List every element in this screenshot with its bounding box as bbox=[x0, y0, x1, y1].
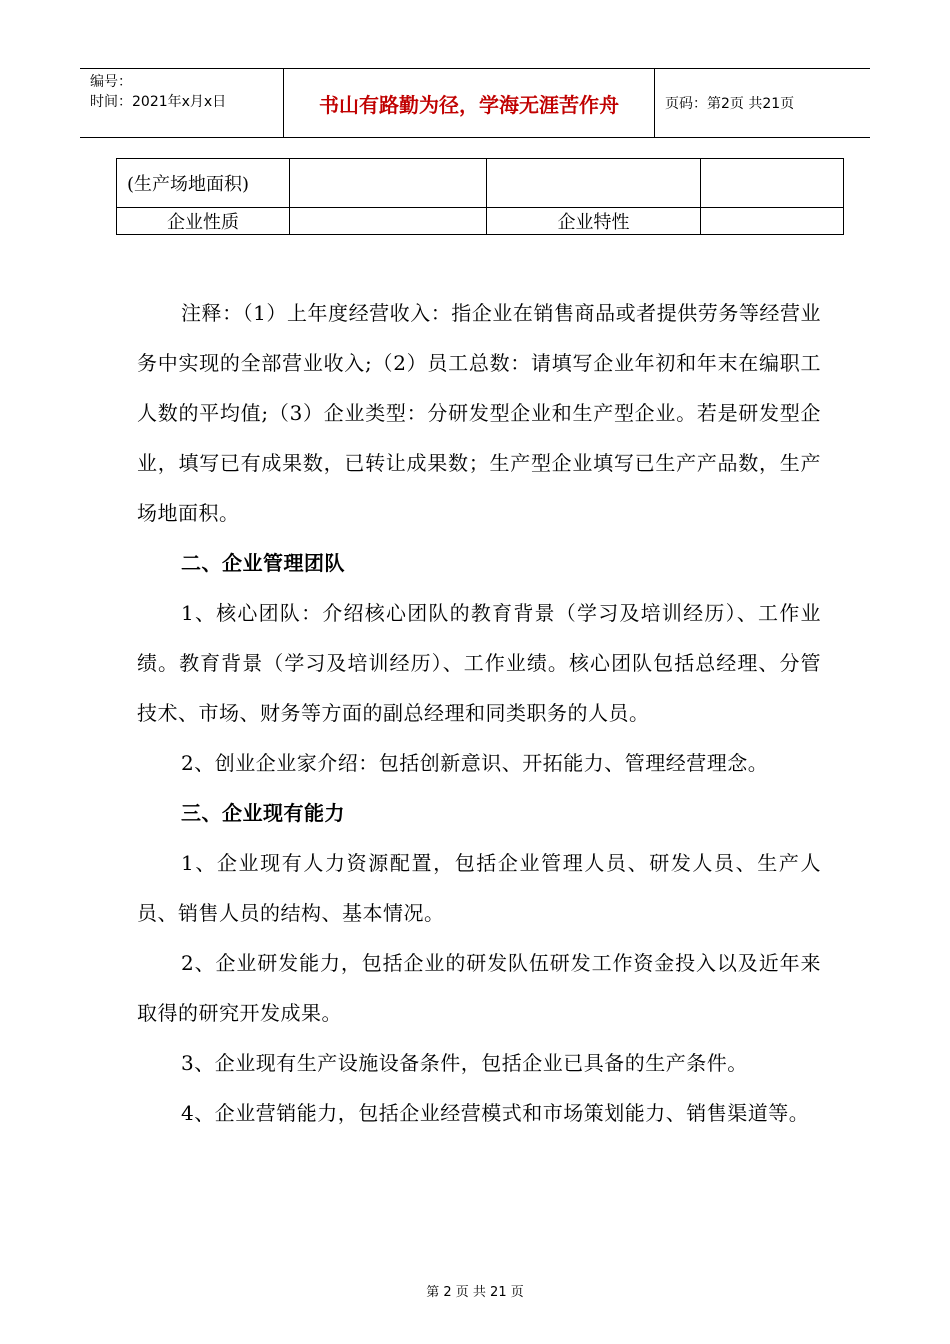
notes-paragraph: 注释：（1）上年度经营收入：指企业在销售商品或者提供劳务等经营业务中实现的全部营业收入;（2）员工总数：请填写企业年初和年末在编职工人数的平均值;（3）企业类型：分研发型企业和生产型企业。若是研发型企业，填写已有成果数，已转让成果数；生产型企业填写已生产产品数，生产场地面积。 bbox=[137, 301, 821, 525]
table-cell bbox=[290, 208, 487, 235]
table-row bbox=[117, 159, 844, 208]
body-paragraph: 1、核心团队：介绍核心团队的教育背景（学习及培训经历）、工作业绩。教育背景（学习及培训经历）、工作业绩。核心团队包括总经理、分管技术、市场、财务等方面的副总经理和同类职务的人员。 bbox=[137, 601, 821, 725]
body-content bbox=[137, 288, 821, 1138]
header-page-info: 页码：第2页 共21页 bbox=[665, 96, 795, 112]
body-paragraph: 1、企业现有人力资源配置，包括企业管理人员、研发人员、生产人员、销售人员的结构、基本情况。 bbox=[137, 851, 821, 925]
table-cell: (生产场地面积) bbox=[117, 159, 290, 208]
header-motto: 书山有路勤为径，学海无涯苦作舟 bbox=[284, 69, 655, 137]
document-number-label: 编号： bbox=[90, 74, 132, 90]
table-row bbox=[117, 208, 844, 235]
table-cell bbox=[701, 159, 844, 208]
page-footer: 第 2 页 共 21 页 bbox=[426, 1285, 524, 1300]
table-cell bbox=[487, 159, 701, 208]
body-paragraph: 2、企业研发能力，包括企业的研发队伍研发工作资金投入以及近年来取得的研究开发成果。 bbox=[137, 951, 821, 1025]
info-table bbox=[116, 158, 844, 235]
table-cell: 企业性质 bbox=[117, 208, 290, 235]
body-paragraph: 2、创业企业家介绍：包括创新意识、开拓能力、管理经营理念。 bbox=[181, 751, 769, 775]
section-heading: 二、企业管理团队 bbox=[181, 551, 345, 575]
body-paragraph: 3、企业现有生产设施设备条件，包括企业已具备的生产条件。 bbox=[181, 1051, 748, 1075]
page-header bbox=[80, 68, 870, 138]
table-cell: 企业特性 bbox=[487, 208, 701, 235]
body-paragraph: 4、企业营销能力，包括企业经营模式和市场策划能力、销售渠道等。 bbox=[181, 1101, 810, 1125]
section-heading: 三、企业现有能力 bbox=[181, 801, 345, 825]
table-cell bbox=[701, 208, 844, 235]
document-date: 时间：2021年x月x日 bbox=[90, 94, 227, 110]
table-cell bbox=[290, 159, 487, 208]
header-meta bbox=[80, 69, 284, 137]
